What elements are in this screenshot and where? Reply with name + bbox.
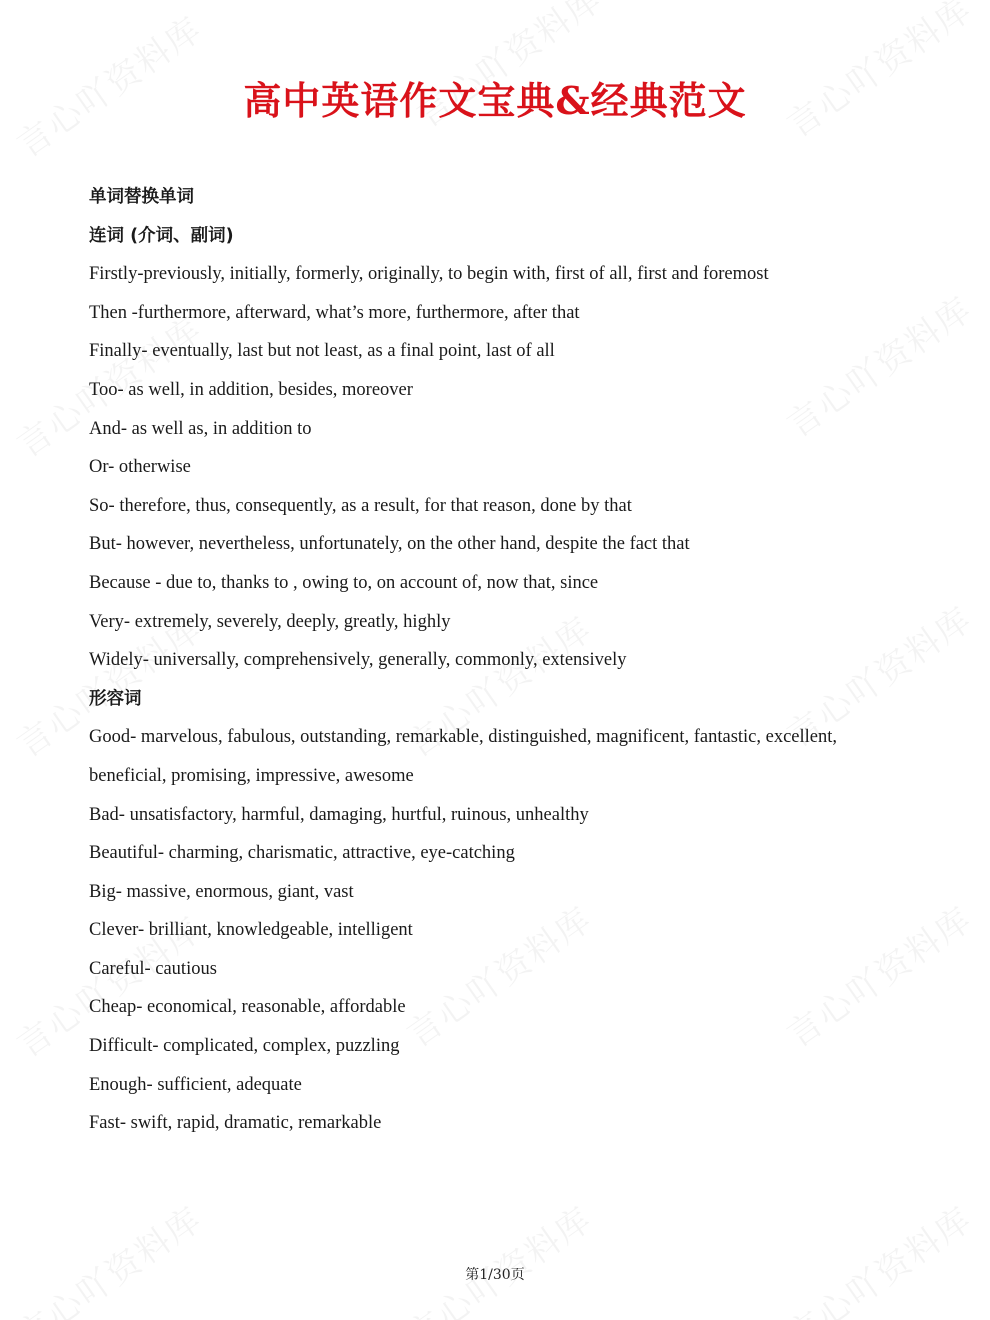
- text-line: Beautiful- charming, charismatic, attractive, eye-catching: [89, 843, 515, 864]
- section-heading: 连词 (介词、副词): [89, 225, 234, 246]
- text-line: Good- marvelous, fabulous, outstanding, remarkable, distinguished, magnificent, fantastic, excellent,: [89, 727, 838, 748]
- text-line: And- as well as, in addition to: [89, 418, 312, 439]
- text-line: Big- massive, enormous, giant, vast: [89, 881, 354, 902]
- text-line: Or- otherwise: [89, 457, 191, 478]
- watermark: [775, 1192, 980, 1320]
- document-title: 高中英语作文宝典&经典范文: [243, 78, 747, 123]
- watermark: [395, 1192, 600, 1320]
- text-line: Very- extremely, severely, deeply, greatly, highly: [89, 611, 451, 632]
- text-line: beneficial, promising, impressive, awesome: [89, 765, 414, 786]
- text-line: Careful- cautious: [89, 958, 217, 979]
- text-line: So- therefore, thus, consequently, as a result, for that reason, done by that: [89, 495, 632, 516]
- text-line: Because - due to, thanks to , owing to, on account of, now that, since: [89, 572, 599, 593]
- text-line: Enough- sufficient, adequate: [89, 1074, 302, 1095]
- section-heading: 单词替换单词: [89, 187, 194, 207]
- page-number: 第1/30页: [465, 1267, 525, 1283]
- section-heading: 形容词: [89, 688, 142, 709]
- text-line: Difficult- complicated, complex, puzzling: [89, 1036, 400, 1057]
- text-line: Too- as well, in addition, besides, moreover: [89, 379, 413, 400]
- text-line: Then -furthermore, afterward, what’s more, furthermore, after that: [89, 302, 580, 323]
- text-line: Widely- universally, comprehensively, generally, commonly, extensively: [89, 650, 627, 671]
- text-line: Fast- swift, rapid, dramatic, remarkable: [89, 1113, 382, 1134]
- text-line: Firstly-previously, initially, formerly, originally, to begin with, first of all, first and foremost: [89, 264, 769, 285]
- text-line: Bad- unsatisfactory, harmful, damaging, hurtful, ruinous, unhealthy: [89, 804, 589, 825]
- text-line: Finally- eventually, last but not least, as a final point, last of all: [89, 341, 555, 362]
- text-line: Clever- brilliant, knowledgeable, intelligent: [89, 920, 413, 941]
- text-line: But- however, nevertheless, unfortunately, on the other hand, despite the fact that: [89, 534, 690, 555]
- watermark: [5, 1192, 210, 1320]
- text-line: Cheap- economical, reasonable, affordable: [89, 997, 406, 1018]
- document-body: [89, 178, 919, 1143]
